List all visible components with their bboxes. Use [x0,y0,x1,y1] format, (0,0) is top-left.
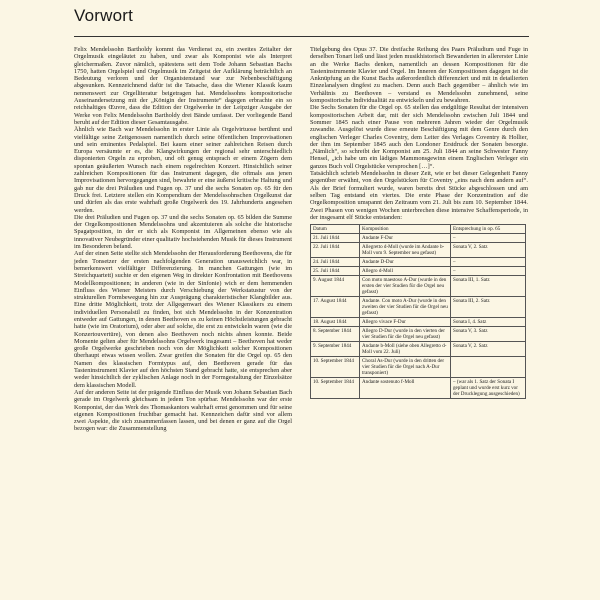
table-row [311,297,526,318]
table-row [311,342,526,357]
column-header-op65: Entsprechung in op. 65 [451,225,526,234]
cell-op65: – [451,267,526,276]
table-row [311,357,526,378]
table-row [311,243,526,258]
cell-date: 10. September 1844 [311,357,360,378]
cell-op65 [451,357,526,378]
table-row [311,318,526,327]
cell-op65: – [451,234,526,243]
cell-date: 10. September 1844 [311,378,360,399]
cell-composition: Andante b-Moll (siehe oben Allegretto d-Moll vom 22. Juli) [360,342,451,357]
cell-composition: Andante F-Dur [360,234,451,243]
paragraph: Die drei Präludien und Fugen op. 37 und die sechs Sonaten op. 65 bilden die Summe der Orgelkompositionen Mendelssohns und akzentuieren als solche die historische Spagatposition, in der er sich als Komponist im Allgemeinen ebenso wie als innovativer Neubegründer einer qualitativ hochstehenden Musik für dieses Instrument im Besonderen befand. [74,213,292,251]
paragraph: Auf der anderen Seite ist der prägende Einfluss der Musik von Johann Sebastian Bach gerade im Orgelwerk gleichsam in jedem Ton spürbar. Mendelssohn war der erste Komponist, der das Werk des Thomaskantors wahrhaft ernst genommen und für seine eigenen Kompositionen fruchtbar gemacht hat. Kennzeichen dafür sind vor allem zwei Aspekte, die sich zusammenfassen lassen, und bei denen er ganz auf die Orgel bezogen war: die Zusammenstellung [74,388,292,433]
table-row [311,267,526,276]
cell-date: 9. September 1844 [311,342,360,357]
table-body [311,234,526,399]
cell-date: 25. Juli 1844 [311,267,360,276]
table-row [311,258,526,267]
table-row [311,234,526,243]
column-header-composition: Komposition [360,225,451,234]
cell-composition: Andante sostenuto f-Moll [360,378,451,399]
cell-date: 24. Juli 1844 [311,258,360,267]
compositions-table [310,224,526,399]
cell-op65: Sonata V, 2. Satz [451,243,526,258]
cell-date: 17. August 1844 [311,297,360,318]
cell-composition: Con moto maestoso A-Dur (wurde in den ersten der vier Studien für die Orgel neu gefasst) [360,276,451,297]
cell-date: 21. Juli 1844 [311,234,360,243]
cell-composition: Allegro D-Dur (wurde in den vierten der vier Studien für die Orgel neu gefasst) [360,327,451,342]
cell-op65: Sonata III, 2. Satz [451,297,526,318]
title-rule [74,36,529,37]
cell-composition: Andante. Con moto A-Dur (wurde in den zweiten der vier Studien für die Orgel neu gefasst) [360,297,451,318]
cell-op65: – [451,258,526,267]
table-row [311,276,526,297]
cell-op65: Sonata V, 3. Satz [451,327,526,342]
cell-op65: Sonata III, 1. Satz [451,276,526,297]
cell-op65: – (war als 1. Satz der Sonata I geplant und wurde erst kurz vor der Drucklegung ausgeschieden) [451,378,526,399]
cell-composition: Allegro vivace F-Dur [360,318,451,327]
page-title: Vorwort [74,6,134,25]
cell-op65: Sonata I, 4. Satz [451,318,526,327]
cell-date: 8. September 1844 [311,327,360,342]
paragraph: Titelgebung des Opus 37. Die dreifache Reihung des Paars Präludium und Fuge in derselben Tonart ließ und lässt jeden musikhistorisch Bewanderten in allererster Linie an die Werke Bachs denken, namentlich an dessen Kompositionen für die Tasteninstrumente Klavier und Orgel. Im Inneren der Kompositionen dagegen ist die Anknüpfung an die Kunst Bachs außerordentlich differenziert und mit in detailierten Einzelanalysen dingfest zu machen. Denn auch Bach gegenüber – ähnlich wie im Verhältnis zu Beethoven – verstand es Mendelssohn zunehmend, seine kompositorische Individualität zu entwickeln und zu bewahren. [310,46,528,105]
cell-composition: Andante D-Dur [360,258,451,267]
paragraph: Auf der einen Seite stellte sich Mendelssohn der Herausforderung Beethovens, die für jeden Tonsetzer der ersten nachfolgenden Generation unausweichlich war, in bemerkenswert vielfältiger Differenzierung. In manchen Gattungen (wie im Streichquartett) suchte er den eigenen Weg in direkter Konfrontation mit Beethovens Modellkompositionen; in anderen (wie in der Sinfonie) wich er dem hemmenden Einfluss des Wiener Meisters durch Verschiebung der Werkstatustur von der strukturellen Formbewegung hin zur Ausprägung charakteristischer Klangbilder aus. Eine dritte Möglichkeit, trotz der Allgegenwart des Wiener Klassikers zu einem individuellen Personalstil zu finden, bot sich Mendelssohn in der Konzentration entweder auf Gattungen, in denen Beethoven es zu keinen Höchstleistungen gebracht hatte (wie im Oratorium), oder aber auf solche, die erst zu entwickeln waren (wie die Konzertouvertüre), von denen also Beethoven noch nichts ahnen konnte. Beide Momente gelten aber für Mendelssohns Orgelwerk insgesamt – Beethoven hat weder große Orgelwerke geschrieben noch von der Möglichkeit solcher Kompositionen überhaupt etwas wissen wollen. Zwar greifen die Sonaten für die Orgel op. 65 den Namen des klassischen Formtypus auf, den Beethoven gerade für das Tasteninstrument Klavier auf den höchsten Stand gebracht hatte, sie entsprechen aber weder hinsichtlich der zyklischen Anlage noch in der Formgestaltung der Einzelsätze dem klassischen Modell. [74,250,292,389]
cell-composition: Allegretto d-Moll (wurde im Andante b-Moll vom 9. September neu gefasst) [360,243,451,258]
column-header-date: Datum [311,225,360,234]
cell-date: 18. August 1844 [311,318,360,327]
right-column [310,46,528,399]
cell-composition: Allegro d-Moll [360,267,451,276]
table-row [311,378,526,399]
cell-date: 9. August 1844 [311,276,360,297]
left-column [74,46,292,433]
cell-op65: Sonata V, 2. Satz [451,342,526,357]
cell-date: 22. Juli 1844 [311,243,360,258]
table-header-row [311,225,526,234]
paragraph: Die Sechs Sonaten für die Orgel op. 65 stellen das endgültige Resultat der intensiven kompositorischen Arbeit dar, mit der sich Mendelssohn zwischen Juli 1844 und Sommer 1845 nach einer Pause von mehreren Jahren wieder der Orgelmusik zuwandte. Ausgelöst wurde diese erneute Beschäftigung mit dem Genre durch den englischen Verleger Charles Coventry, dem Leiter des Verlages Coventry & Hollier, der ihm im September 1845 auch den Londoner Erstdruck der Sonaten besorgte. „Nämlich“, so schreibt der Komponist am 25. Juli 1844 an seine Schwester Fanny Hensel, „ich habe um ein lädiges Mammonsgewinn einem Englischen Verleger ein ganzes Buch voll Orgelstücke versprochen […]“. [310,104,528,170]
cell-composition: Choral As-Dur (wurde in den dritten der vier Studien für die Orgel nach A-Dur transponiert) [360,357,451,378]
paragraph: Felix Mendelssohn Bartholdy kommt das Verdienst zu, ein zweites Zeitalter der Orgelmusik eingeläutet zu haben, und zwar als Komponist wie als Interpret gleichermaßen. Zuvor nämlich, spätestens seit dem Tode Johann Sebastian Bachs 1750, hatten Orgelspiel und Orgelmusik im Zeitgeist der Aufklärung beträchtlich an Bedeutung verloren und der Organistenstand war zur Nebenbeschäftigung abgesunken. Kennzeichnend dafür ist die Tatsache, dass die Wiener Klassik kaum nennenswert zur Orgelliteratur beigetragen hat. Mendelssohns kompositorische Auseinandersetzung mit der „Königin der Instrumente“ dagegen erbrachte ein so reichhaltiges Œuvre, dass die Edition der Orgelwerke in der Leipziger Ausgabe der Werke von Felix Mendelssohn Bartholdy drei Bände umfasst. Der vorliegende Band beruht auf der Edition dieser Gesamtausgabe. [74,46,292,126]
paragraph: Tatsächlich schrieb Mendelssohn in dieser Zeit, wie er bei dieser Gelegenheit Fanny gegenüber erwähnt, von den Orgelstücken für Coventry „eins nach dem andern auf“. Als der Brief formuliert wurde, waren bereits drei Stücke abgeschlossen und am selben Tag entstand ein viertes. Die erste Phase der Konzentration auf die Orgelkomposition umspannt den Zeitraum vom 21. Juli bis zum 10. September 1844. Zwei Phasen von wenigen Wochen unterbrechen diese intensive Schaffensperiode, in der insgesamt elf Stücke entstanden: [310,170,528,221]
table-row [311,327,526,342]
paragraph: Ähnlich wie Bach war Mendelssohn in erster Linie als Orgelvirtuose berühmt und vielfältige seine Zeitgenossen namentlich durch seine öffentlichen Improvisationen und sein eminentes Pedalspiel. Bei kaum einer seiner zahlreichen Reisen durch Europa versäumte er es, die Klangwirkungen der regional sehr unterschiedlich disponierten Orgeln zu erproben, und oft genug entsprach er einem Zögern dem spontan geäußerten Wunsch nach einem regelrechten Konzert. Hinsichtlich seiner zahlreichen Kompositionen für das Instrument dagegen, die oftmals aus jenen Improvisationen hervorgegangen sind, bewahrte er eine äußerst kritische Haltung und gab nur die drei Präludien und Fugen op. 37 und die sechs Sonaten op. 65 für den Druck frei. Letztere stellen ein Kompendium der Mendelssohnschen Orgelkunst dar und dürfen als das erste wahrhaft große Orgelwerk des 19. Jahrhunderts angesehen werden. [74,126,292,214]
